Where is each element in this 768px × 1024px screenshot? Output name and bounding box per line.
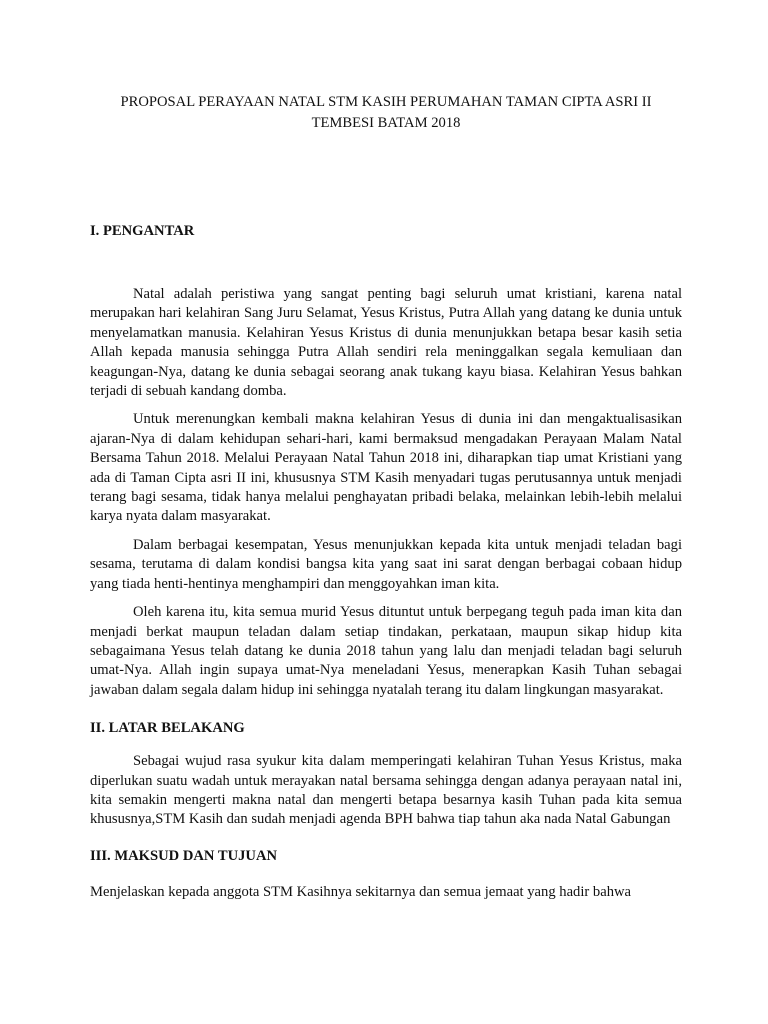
document-page (90, 92, 682, 902)
document-title: PROPOSAL PERAYAAN NATAL STM KASIH PERUMAHAN TAMAN CIPTA ASRI II TEMBESI BATAM 2018 (120, 94, 652, 131)
paragraph: Menjelaskan kepada anggota STM Kasihnya sekitarnya dan semua jemaat yang hadir bahwa (90, 883, 632, 900)
section-heading-maksud-dan-tujuan: III. MAKSUD DAN TUJUAN (90, 847, 278, 864)
paragraph: Untuk merenungkan kembali makna kelahiran Yesus di dunia ini dan mengaktualisasikan ajaran-Nya di dalam kehidupan sehari-hari, kami bermaksud mengadakan Perayaan Malam Natal Bersama Tahun 2018. Melalui Perayaan Natal Tahun 2018 ini, diharapkan tiap umat Kristiani yang ada di Taman Cipta asri II ini, khususnya STM Kasih menyadari tugas perutusannya untuk menjadi terang bagi sesama, tidak hanya melalui penghayatan pribadi belaka, melainkan lebih-lebih melalui karya nyata dalam masyarakat. (90, 411, 682, 525)
paragraph: Dalam berbagai kesempatan, Yesus menunjukkan kepada kita untuk menjadi teladan bagi sesama, terutama di dalam kondisi bangsa kita yang saat ini sarat dengan berbagai cobaan hidup yang tiada henti-hentinya menghampiri dan menggoyahkan iman kita. (90, 536, 682, 592)
paragraph: Sebagai wujud rasa syukur kita dalam memperingati kelahiran Tuhan Yesus Kristus, maka diperlukan suatu wadah untuk merayakan natal bersama sehingga dengan adanya perayaan natal ini, kita semakin mengerti makna natal dan mengerti betapa besarnya kasih Tuhan pada kita semua khususnya,STM Kasih dan sudah menjadi agenda BPH bahwa tiap tahun aka nada Natal Gabungan (90, 753, 682, 828)
section-heading-latar-belakang: II. LATAR BELAKANG (90, 720, 245, 737)
paragraph: Natal adalah peristiwa yang sangat penting bagi seluruh umat kristiani, karena natal merupakan hari kelahiran Sang Juru Selamat, Yesus Kristus, Putra Allah yang datang ke dunia untuk menyelamatkan manusia. Kelahiran Yesus Kristus di dunia menunjukkan betapa besar kasih setia Allah kepada manusia sehingga Putra Allah sendiri rela meninggalkan segala kemuliaan dan keagungan-Nya, datang ke dunia sebagai seorang anak tukang kayu biasa. Kelahiran Yesus bahkan terjadi di sebuah kandang domba. (90, 286, 682, 400)
section-heading-pengantar: I. PENGANTAR (90, 223, 195, 239)
paragraph: Oleh karena itu, kita semua murid Yesus dituntut untuk berpegang teguh pada iman kita dan menjadi berkat maupun teladan dalam setiap tindakan, perkataan, maupun sikap hidup kita sebagaimana Yesus telah datang ke dunia 2018 tahun yang lalu dan menjadi teladan bagi seluruh umat-Nya. Allah ingin supaya umat-Nya meneladani Yesus, menerapkan Kasih Tuhan sebagai jawaban dalam segala dalam hidup ini sehingga nyatalah terang itu dalam lingkungan masyarakat. (90, 604, 682, 698)
